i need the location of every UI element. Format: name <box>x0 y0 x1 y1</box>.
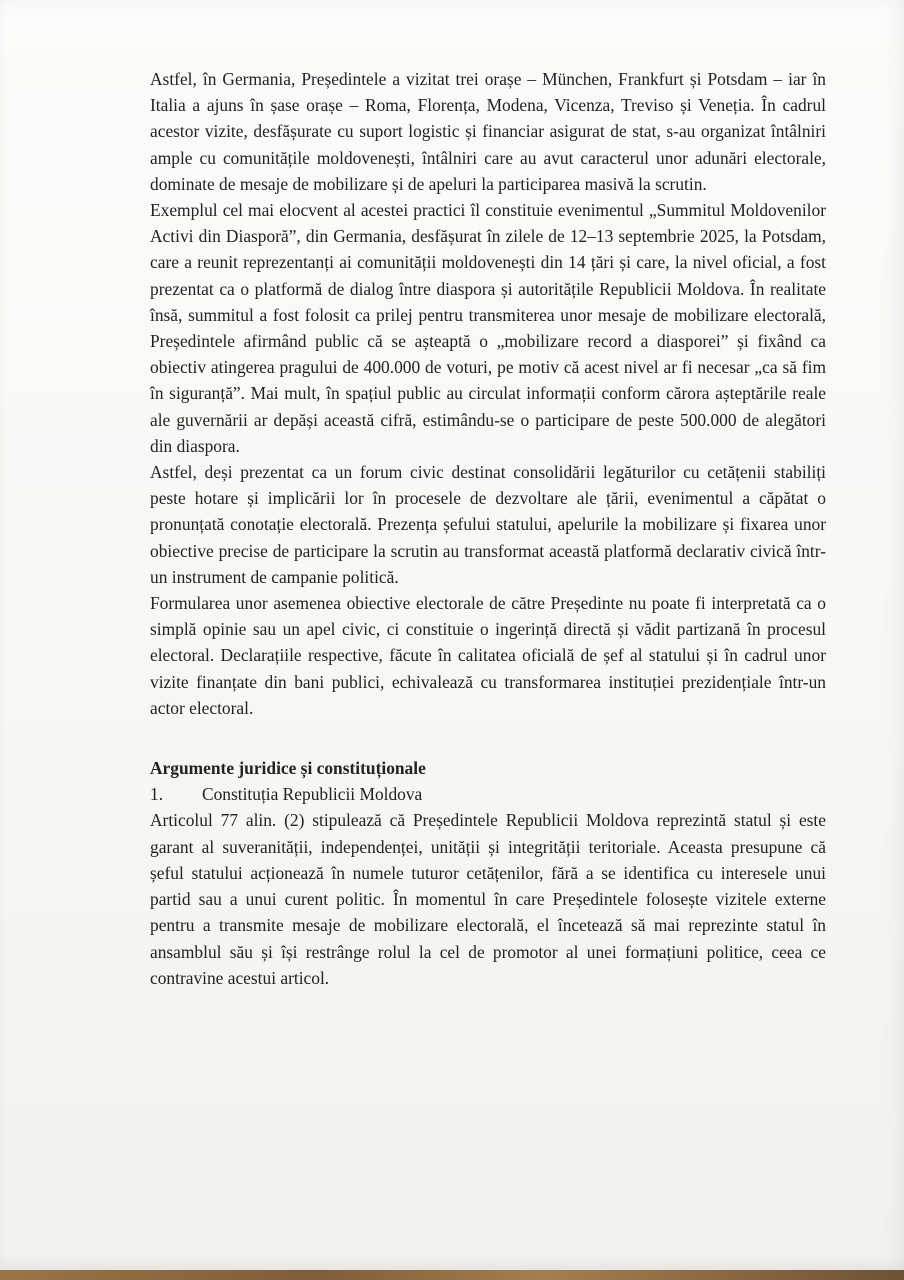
numbered-item <box>150 781 826 807</box>
document-body <box>150 66 826 991</box>
section-spacer <box>150 721 826 755</box>
desk-surface <box>0 1270 904 1280</box>
paragraph-electoral-interference: Formularea unor asemenea obiective electorale de către Președinte nu poate fi interpretată ca o simplă opinie sau un apel civic, ci constituie o ingerință directă și vădit partizană în procesul electoral. Declarațiile respective, făcute în calitatea oficială de șef al statului și în cadrul unor vizite finanțate din bani publici, echivalează cu transformarea instituției prezidențiale într-un actor electoral. <box>150 593 826 718</box>
paragraph-germany-italy-visits: Astfel, în Germania, Președintele a vizitat trei orașe – München, Frankfurt și Potsdam – iar în Italia a ajuns în șase orașe – Roma, Florența, Modena, Vicenza, Treviso și Veneția. În cadrul acestor vizite, desfășurate cu suport logistic și financiar asigurat de stat, s-au organizat întâlniri ample cu comunitățile moldovenești, întâlniri care au avut caracterul unor adunări electorale, dominate de mesaje de mobilizare și de apeluri la participarea masivă la scrutin. <box>150 69 826 194</box>
section-heading: Argumente juridice și constituționale <box>150 758 426 779</box>
item-number: 1. <box>150 784 164 805</box>
paragraph-civic-forum: Astfel, deși prezentat ca un forum civic destinat consolidării legăturilor cu cetățenii stabiliți peste hotare și implicării lor în procesele de dezvoltare ale țării, evenimentul a căpătat o pronunțată conotație electorală. Prezența șefului statului, apelurile la mobilizare și fixarea unor obiective precise de participare la scrutin au transformat această platformă declarativ civică într-un instrument de campanie politică. <box>150 462 826 587</box>
item-title: Constituția Republicii Moldova <box>202 784 423 805</box>
paragraph-article-77: Articolul 77 alin. (2) stipulează că Președintele Republicii Moldova reprezintă statul și este garant al suveranității, independenței, unității și integrității teritoriale. Aceasta presupune că șeful statului acționează în numele tuturor cetățenilor, fără a se identifica cu interesele unui partid sau a unui curent politic. În momentul în care Președintele folosește vizitele externe pentru a transmite mesaje de mobilizare electorală, el încetează să mai reprezinte statul în ansamblul său și își restrânge rolul la cel de promotor al unei formațiuni politice, ceea ce contravine acestui articol. <box>150 810 826 988</box>
paragraph-potsdam-summit: Exemplul cel mai elocvent al acestei practici îl constituie evenimentul „Summitul Moldovenilor Activi din Diasporă”, din Germania, desfășurat în zilele de 12–13 septembrie 2025, la Potsdam, care a reunit reprezentanți ai comunității moldovenești din 14 țări și care, la nivel oficial, a fost prezentat ca o platformă de dialog între diaspora și autoritățile Republicii Moldova. În realitate însă, summitul a fost folosit ca prilej pentru transmiterea unor mesaje de mobilizare electorală, Președintele afirmând public că se așteaptă o „mobilizare record a diasporei” și fixând ca obiectiv atingerea pragului de 400.000 de voturi, pe motiv că acest nivel ar fi necesar „ca să fim în siguranță”. Mai mult, în spațiul public au circulat informații conform cărora așteptările reale ale guvernării ar depăși această cifră, estimându-se o participare de peste 500.000 de alegători din diaspora. <box>150 200 826 456</box>
